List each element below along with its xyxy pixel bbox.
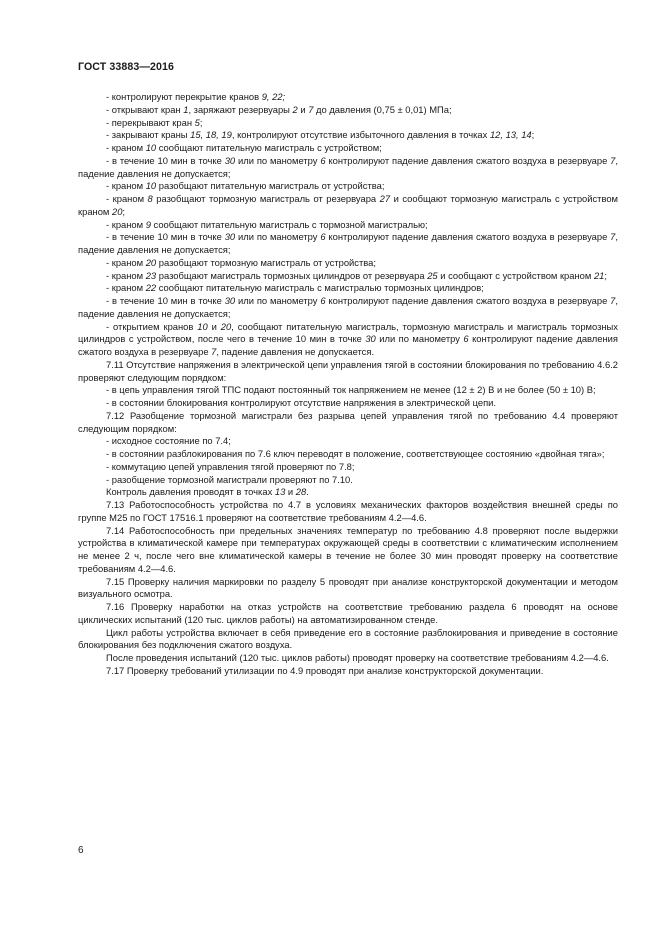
paragraph: - перекрывают кран 5; [106, 116, 203, 128]
paragraph: - краном 9 сообщают питательную магистраль с тормозной магистралью; [106, 218, 428, 230]
paragraph: - открывают кран 1, заряжают резервуары 2 и 7 до давления (0,75 ± 0,01) МПа; [106, 103, 452, 115]
paragraph: 7.15 Проверку наличия маркировки по разделу 5 проводят при анализе конструкторской документации и методом визуального осмотра. [78, 575, 618, 600]
paragraph: После проведения испытаний (120 тыс. циклов работы) проводят проверку на соответствие требованиям 4.2—4.6. [106, 652, 609, 663]
paragraph: 7.16 Проверку наработки на отказ устройств на соответствие требованию раздела 6 проводят на основе циклических испытаний (120 тыс. циклов работы) на автоматизированном стенде. [78, 601, 618, 625]
paragraph: - в состоянии разблокирования по 7.6 ключ переводят в положение, соответствующее состоянию «двойная тяга»; [106, 448, 605, 459]
paragraph: - открытием кранов 10 и 20, сообщают питательную магистраль, тормозную магистраль и магистраль тормозных цилиндров с устройством, после чего в течение 10 мин в точке 30 или по манометру 6 контролируют падение давления сжатого воздуха в резервуаре 7, падение давления не допускается. [78, 320, 618, 357]
page-header-title: ГОСТ 33883—2016 [78, 61, 175, 73]
document-body [78, 91, 618, 678]
paragraph: - контролируют перекрытие кранов 9, 22; [106, 91, 286, 102]
page-number: 6 [78, 845, 84, 856]
paragraph: - в цепь управления тягой ТПС подают постоянный ток напряжением не менее (12 ± 2) В и не более (50 ± 10) В; [106, 384, 596, 396]
paragraph: 7.17 Проверку требований утилизации по 4.9 проводят при анализе конструкторской документации. [106, 664, 544, 676]
paragraph: - в течение 10 мин в точке 30 или по манометру 6 контролируют падение давления сжатого воздуха в резервуаре 7, падение давления не допускается; [78, 295, 618, 319]
paragraph: - краном 20 разобщают тормозную магистраль от устройства; [106, 256, 376, 268]
paragraph: - краном 8 разобщают тормозную магистраль от резервуара 27 и сообщают тормозную магистраль с устройством краном 20; [78, 193, 618, 217]
paragraph: 7.13 Работоспособность устройства по 4.7 в условиях механических факторов воздействия внешней среды по группе М25 по ГОСТ 17516.1 проверяют на соответствие требованиям 4.2—4.6. [78, 499, 618, 523]
paragraph: - краном 23 разобщают магистраль тормозных цилиндров от резервуара 25 и сообщают с устройством краном 21; [106, 269, 607, 281]
paragraph: - краном 10 разобщают питательную магистраль от устройства; [106, 180, 385, 192]
paragraph: - исходное состояние по 7.4; [106, 435, 231, 447]
paragraph: Контроль давления проводят в точках 13 и 28. [106, 486, 309, 498]
paragraph: - в течение 10 мин в точке 30 или по манометру 6 контролируют падение давления сжатого воздуха в резервуаре 7, падение давления не допускается; [78, 154, 618, 179]
paragraph: Цикл работы устройства включает в себя приведение его в состояние разблокирования и приведение в состояние блокирования без подключения сжатого воздуха. [78, 626, 618, 651]
paragraph: - в состоянии блокирования контролируют отсутствие напряжения в электрической цепи. [106, 397, 497, 408]
paragraph: - разобщение тормозной магистрали проверяют по 7.10. [106, 473, 353, 485]
paragraph: - в течение 10 мин в точке 30 или по манометру 6 контролируют падение давления сжатого воздуха в резервуаре 7, падение давления не допускается; [78, 231, 618, 255]
paragraph: - краном 22 сообщают питательную магистраль с магистралью тормозных цилиндров; [106, 282, 484, 294]
paragraph: - коммутацию цепей управления тягой проверяют по 7.8; [106, 460, 355, 472]
paragraph: - краном 10 сообщают питательную магистраль с устройством; [106, 142, 382, 153]
paragraph: - закрывают краны 15, 18, 19, контролируют отсутствие избыточного давления в точках 12, 13, 14; [106, 129, 535, 141]
paragraph: 7.14 Работоспособность при предельных значениях температур по требованию 4.8 проверяют после выдержки устройства в климатической камере при температурах окружающей среды в соответствии с климатическим исполнением не менее 2 ч, после чего вне климатической камеры в течение не более 30 мин проводят проверку на соответствие требованиям 4.2—4.6. [78, 524, 618, 574]
paragraph: 7.12 Разобщение тормозной магистрали без разрыва цепей управления тягой по требованию 4.4 проверяют следующим порядком: [78, 409, 618, 434]
paragraph: 7.11 Отсутствие напряжения в электрической цепи управления тягой в состоянии блокирования по требованию 4.6.2 проверяют следующим порядком: [78, 358, 618, 383]
